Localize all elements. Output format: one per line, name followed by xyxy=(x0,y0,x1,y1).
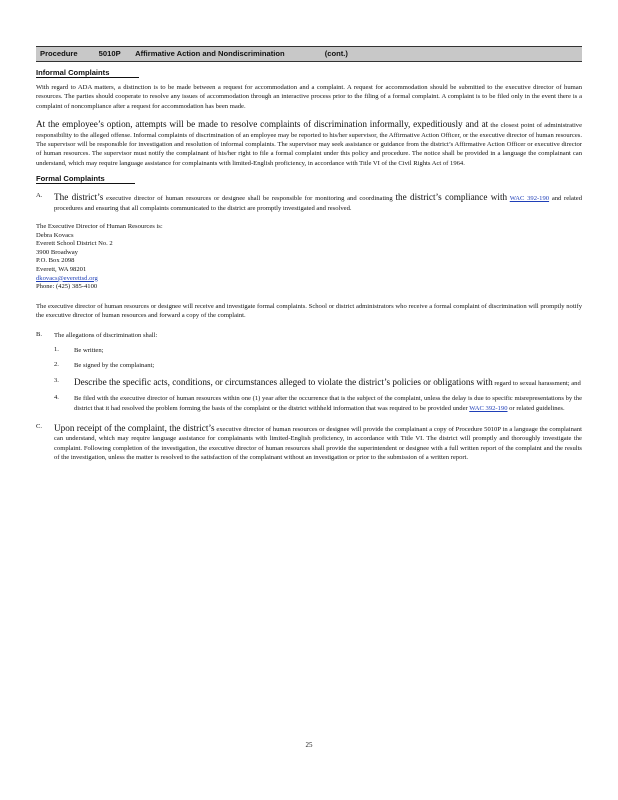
item-b-1-text: Be written; xyxy=(74,347,104,355)
procedure-number: 5010P xyxy=(98,49,121,58)
informal-para-2-lead: At the employee’s option, attempts will be made to resolve complaints of discrimination informally, expeditiously and at xyxy=(36,119,489,130)
document-page xyxy=(36,46,582,463)
contact-email-link[interactable]: dkovacs@everettsd.org xyxy=(36,274,98,282)
contact-name: Debra Kovacs xyxy=(36,231,74,239)
item-c-lead: Upon receipt of the complaint, the district’s xyxy=(54,423,215,434)
item-c-text: executive director of human resources or designee will provide the complainant a copy of Procedure 5010P in a language the complainant can understand, which may require language assistance for complainants with limited-English proficiency, in accordance with Title VI. The district will promptly and thoroughly investigate the complaint. Following completion of the investigation, the executive director of human resources shall provide the superintendent or designee with a full written report of the complaint and the results of the investigation, unless the matter is resolved to the satisfaction of the complainant without an investigation or prior to the submission of a written report. xyxy=(54,426,582,462)
procedure-label: Procedure xyxy=(40,49,78,58)
item-b-3 xyxy=(36,377,582,388)
wac-link[interactable]: WAC 392-190 xyxy=(509,195,550,203)
item-a-text-2: and related procedures and ensuring that all complaints communicated to the district are promptly investigated and resolved. xyxy=(54,195,582,212)
procedure-cont: (cont.) xyxy=(324,49,348,58)
contact-phone: Phone: (425) 385-4100 xyxy=(36,283,98,291)
informal-para-2-rest: the closest point of administrative responsibility to the alleged offense. Informal complaints of discrimination of an employee may be reported to his/her supervisor, the Affirmative Action Officer, or the executive director of human resources. The supervisor will be responsible for investigation and resolution of informal complaints. The supervisor may seek assistance or guidance from the district’s Affirmative Action Officer or executive director of human resources. The supervisor must notify the complainant of his/her right to file a formal complaint under this policy and procedure. The notice shall be provided in a language the complainant can understand, which may require language assistance for complainants with limited-English proficiency, in accordance with Title VI of the Civil Rights Act of 1964. xyxy=(36,122,582,167)
item-a-lead-2: the district’s compliance with xyxy=(395,192,508,203)
informal-para-2 xyxy=(36,119,582,168)
procedure-title: Affirmative Action and Nondiscrimination xyxy=(135,49,285,58)
item-b-1 xyxy=(36,346,582,355)
item-b-4-text-1: Be filed with the executive director of human resources within one (1) year after the occurrence that is the subject of the complaint, unless the delay is due to specific misrepresentations by the district that it had resolved the problem forming the basis of the complaint or the district withheld information that was required to be provided under xyxy=(74,395,582,412)
item-label: 3. xyxy=(54,376,59,384)
item-a-lead: The district’s xyxy=(54,192,104,203)
item-label: 1. xyxy=(54,346,59,354)
item-b-4-text-2: or related guidelines. xyxy=(509,404,565,412)
item-label: 4. xyxy=(54,394,59,402)
item-b-2 xyxy=(36,361,582,370)
item-b-3-text: regard to sexual harassment; and xyxy=(494,379,581,387)
item-b-2-text: Be signed by the complainant; xyxy=(74,362,155,370)
investigate-para: The executive director of human resources or designee will receive and investigate formal complaints. School or district administrators who receive a formal complaint of discrimination will promptly notify the executive director of human resources and forward a copy of the complaint. xyxy=(36,302,582,320)
item-b-4 xyxy=(36,394,582,413)
contact-street: 3900 Broadway xyxy=(36,248,78,256)
informal-para-1: With regard to ADA matters, a distinction is to be made between a request for accommodation and a complaint. A request for accommodation should be submitted to the executive director of human resources. The parties should cooperate to resolve any issues of accommodation through an interactive process prior to the filing of a formal complaint. A complaint is to be filed only in the event there is a complaint of noncompliance after a request for accommodation has been made. xyxy=(36,84,582,110)
contact-org: Everett School District No. 2 xyxy=(36,240,113,248)
item-label: C. xyxy=(36,423,43,431)
contact-intro: The Executive Director of Human Resources is: xyxy=(36,223,163,231)
item-label: B. xyxy=(36,330,43,338)
informal-heading: Informal Complaints xyxy=(36,68,139,78)
page-number: 25 xyxy=(305,741,313,749)
wac-link[interactable]: WAC 392-190 xyxy=(469,404,508,412)
formal-item-c xyxy=(36,423,582,463)
formal-item-a xyxy=(36,192,582,213)
contact-po: P.O. Box 2098 xyxy=(36,257,75,265)
item-a-text-1: executive director of human resources or designee shall be responsible for monitoring and coordinating xyxy=(106,195,393,203)
item-b-3-lead: Describe the specific acts, conditions, or circumstances alleged to violate the district’s policies or obligations with xyxy=(74,376,493,387)
item-label: A. xyxy=(36,192,43,200)
formal-heading: Formal Complaints xyxy=(36,174,135,184)
procedure-header xyxy=(36,46,582,62)
contact-city: Everett, WA 98201 xyxy=(36,266,87,274)
formal-item-b xyxy=(36,331,582,340)
item-label: 2. xyxy=(54,361,59,369)
contact-block xyxy=(36,223,582,292)
item-b-text: The allegations of discrimination shall: xyxy=(54,331,158,339)
